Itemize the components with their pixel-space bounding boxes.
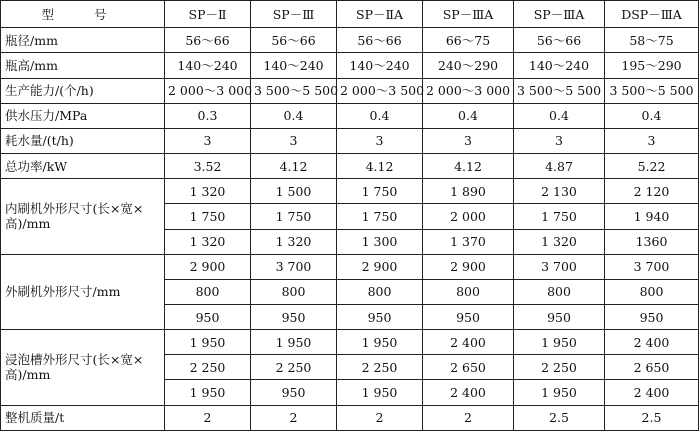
- table-cell: 1 950: [251, 330, 337, 355]
- table-cell: 3 700: [605, 254, 699, 279]
- table-cell: 1 940: [605, 204, 699, 229]
- model-header: SP－ⅢA: [514, 1, 605, 28]
- table-cell: 195～290: [605, 53, 699, 78]
- table-cell: 56～66: [165, 28, 251, 53]
- table-cell: 1 950: [514, 330, 605, 355]
- table-cell: 950: [514, 304, 605, 329]
- table-cell: 950: [337, 304, 423, 329]
- table-cell: 3 700: [251, 254, 337, 279]
- group-label: 浸泡槽外形尺寸(长×宽×高)/mm: [1, 330, 165, 405]
- table-cell: 2 000～3 000: [423, 78, 514, 103]
- row-label: 整机质量/t: [1, 405, 165, 430]
- table-cell: 3 500～5 500: [514, 78, 605, 103]
- table-row: [1, 405, 699, 430]
- table-cell: 2 000～3 500: [337, 78, 423, 103]
- model-header: SP－Ⅱ: [165, 1, 251, 28]
- table-cell: 2 650: [423, 355, 514, 380]
- table-row: [1, 78, 699, 103]
- table-cell: 0.3: [165, 103, 251, 128]
- table-cell: 1 320: [251, 229, 337, 254]
- table-cell: 56～66: [337, 28, 423, 53]
- table-cell: 2.5: [514, 405, 605, 430]
- table-row: [1, 154, 699, 179]
- table-cell: 1 950: [165, 380, 251, 405]
- table-cell: 2 000～3 000: [165, 78, 251, 103]
- table-cell: 800: [337, 279, 423, 304]
- table-cell: 4.12: [337, 154, 423, 179]
- table-cell: 3: [337, 128, 423, 153]
- table-cell: 140～240: [165, 53, 251, 78]
- table-cell: 2 250: [337, 355, 423, 380]
- table-cell: 2 900: [337, 254, 423, 279]
- table-cell: 3: [605, 128, 699, 153]
- table-cell: 140～240: [514, 53, 605, 78]
- table-cell: 950: [605, 304, 699, 329]
- table-cell: 1 950: [337, 380, 423, 405]
- table-cell: 0.4: [605, 103, 699, 128]
- table-cell: 3.52: [165, 154, 251, 179]
- table-cell: 3 500～5 500: [605, 78, 699, 103]
- model-header: SP－Ⅲ: [251, 1, 337, 28]
- table-cell: 2 400: [423, 330, 514, 355]
- table-cell: 2 250: [165, 355, 251, 380]
- table-cell: 3: [251, 128, 337, 153]
- table-cell: 1 750: [251, 204, 337, 229]
- table-cell: 1 950: [337, 330, 423, 355]
- table-cell: 140～240: [251, 53, 337, 78]
- table-cell: 4.87: [514, 154, 605, 179]
- table-cell: 58～75: [605, 28, 699, 53]
- table-cell: 2 000: [423, 204, 514, 229]
- table-cell: 4.12: [423, 154, 514, 179]
- table-cell: 3 500～5 500: [251, 78, 337, 103]
- table-cell: 800: [423, 279, 514, 304]
- row-label: 瓶高/mm: [1, 53, 165, 78]
- table-cell: 2: [251, 405, 337, 430]
- table-cell: 0.4: [337, 103, 423, 128]
- table-cell: 4.12: [251, 154, 337, 179]
- table-cell: 0.4: [423, 103, 514, 128]
- model-header: SP－ⅢA: [423, 1, 514, 28]
- table-row: [1, 330, 699, 355]
- row-label: 耗水量/(t/h): [1, 128, 165, 153]
- table-cell: 3: [165, 128, 251, 153]
- table-cell: 1 750: [514, 204, 605, 229]
- table-cell: 1 500: [251, 179, 337, 204]
- table-cell: 1360: [605, 229, 699, 254]
- table-cell: 2: [423, 405, 514, 430]
- table-cell: 2.5: [605, 405, 699, 430]
- table-cell: 2 400: [423, 380, 514, 405]
- table-cell: 950: [423, 304, 514, 329]
- table-cell: 66～75: [423, 28, 514, 53]
- table-row: [1, 103, 699, 128]
- group-label: 内刷机外形尺寸(长×宽×高)/mm: [1, 179, 165, 254]
- table-row: [1, 28, 699, 53]
- table-cell: 56～66: [251, 28, 337, 53]
- table-cell: 2 650: [605, 355, 699, 380]
- table-cell: 2 900: [165, 254, 251, 279]
- group-label: 外刷机外形尺寸/mm: [1, 254, 165, 329]
- row-label: 瓶径/mm: [1, 28, 165, 53]
- table-cell: 1 890: [423, 179, 514, 204]
- table-cell: 800: [251, 279, 337, 304]
- header-row: [1, 1, 699, 28]
- table-cell: 1 320: [165, 179, 251, 204]
- table-cell: 800: [514, 279, 605, 304]
- table-cell: 1 320: [514, 229, 605, 254]
- row-label: 供水压力/MPa: [1, 103, 165, 128]
- table-cell: 2 130: [514, 179, 605, 204]
- row-label: 总功率/kW: [1, 154, 165, 179]
- table-cell: 950: [165, 304, 251, 329]
- table-cell: 0.4: [514, 103, 605, 128]
- table-cell: 950: [251, 304, 337, 329]
- table-row: [1, 128, 699, 153]
- table-cell: 1 320: [165, 229, 251, 254]
- header-label: 型 号: [1, 1, 165, 28]
- table-cell: 1 750: [165, 204, 251, 229]
- model-header: SP－ⅡA: [337, 1, 423, 28]
- table-cell: 1 950: [514, 380, 605, 405]
- row-label: 生产能力/(个/h): [1, 78, 165, 103]
- model-header: DSP－ⅢA: [605, 1, 699, 28]
- table-cell: 0.4: [251, 103, 337, 128]
- table-cell: 2: [165, 405, 251, 430]
- table-cell: 800: [165, 279, 251, 304]
- table-cell: 2 120: [605, 179, 699, 204]
- table-cell: 3: [514, 128, 605, 153]
- table-row: [1, 179, 699, 204]
- table-cell: 800: [605, 279, 699, 304]
- table-row: [1, 53, 699, 78]
- table-cell: 1 370: [423, 229, 514, 254]
- table-row: [1, 254, 699, 279]
- table-cell: 2 900: [423, 254, 514, 279]
- table-cell: 1 750: [337, 179, 423, 204]
- table-cell: 1 950: [165, 330, 251, 355]
- table-cell: 2 400: [605, 330, 699, 355]
- table-cell: 5.22: [605, 154, 699, 179]
- table-cell: 3: [423, 128, 514, 153]
- table-cell: 56～66: [514, 28, 605, 53]
- table-cell: 140～240: [337, 53, 423, 78]
- table-cell: 2 400: [605, 380, 699, 405]
- table-cell: 950: [251, 380, 337, 405]
- table-cell: 3 700: [514, 254, 605, 279]
- table-cell: 2 250: [514, 355, 605, 380]
- table-cell: 1 300: [337, 229, 423, 254]
- table-cell: 240～290: [423, 53, 514, 78]
- table-cell: 2: [337, 405, 423, 430]
- table-cell: 1 750: [337, 204, 423, 229]
- table-cell: 2 250: [251, 355, 337, 380]
